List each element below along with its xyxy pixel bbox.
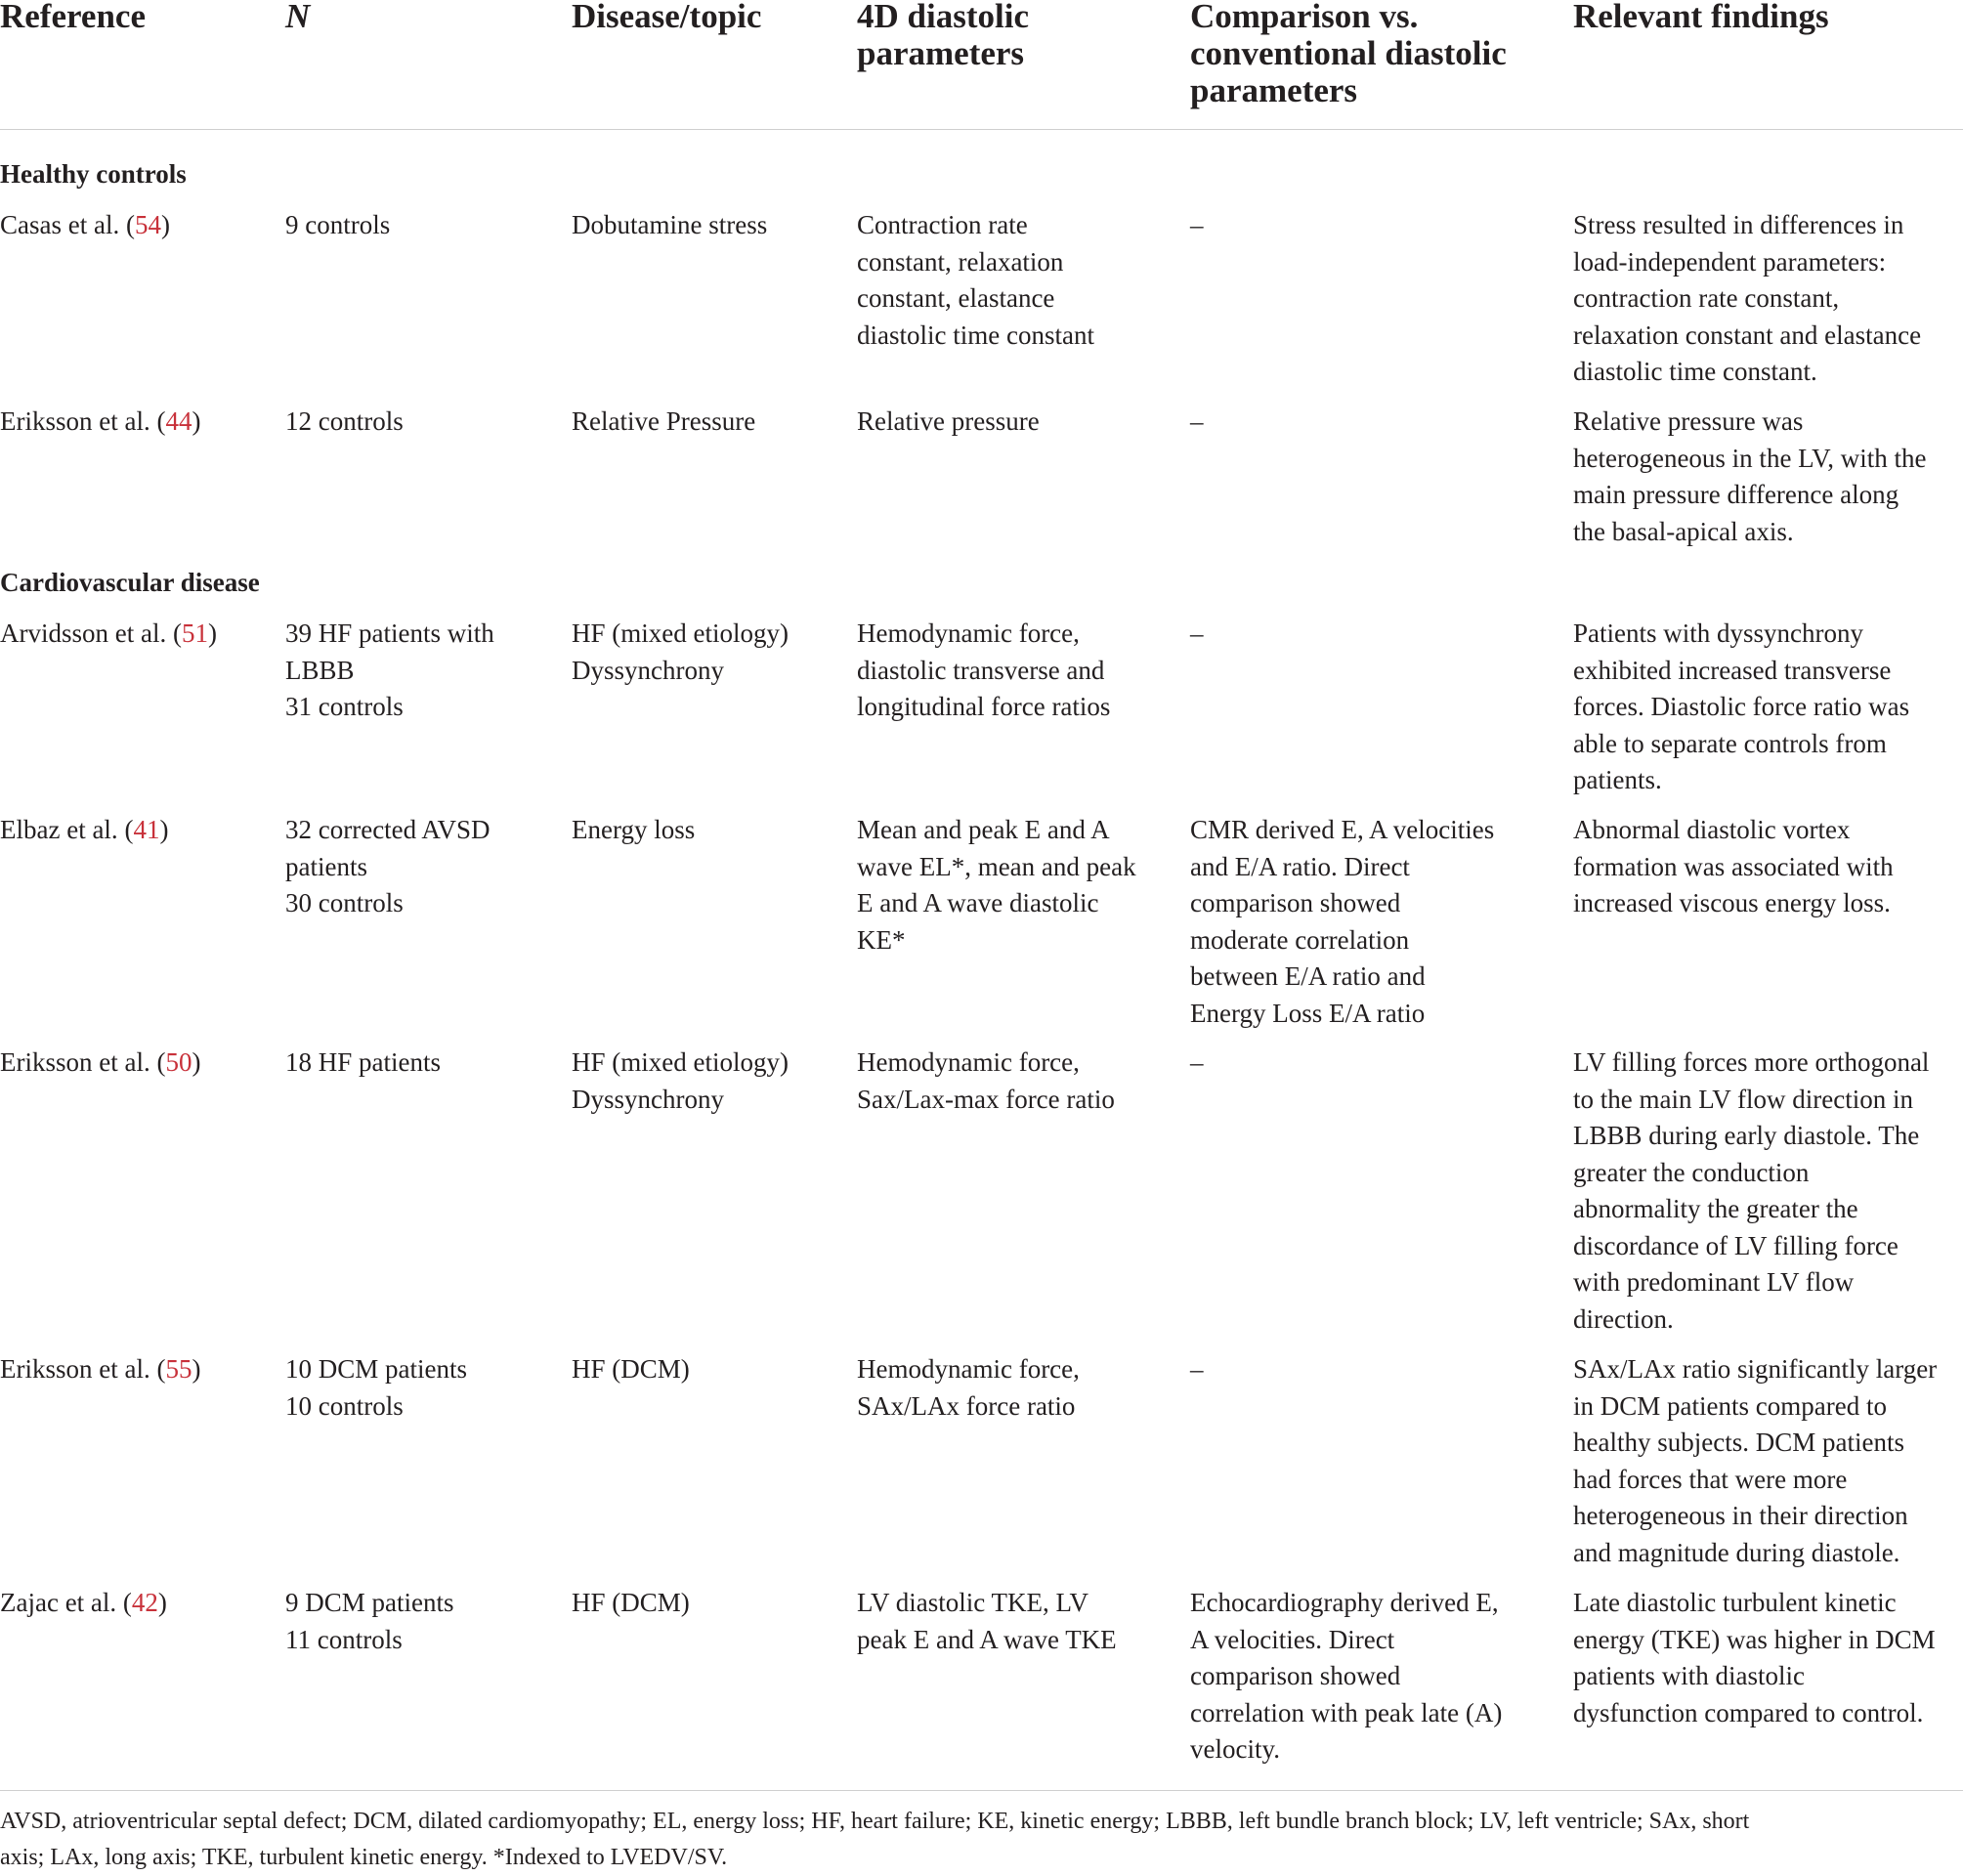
reference-cell (0, 812, 168, 849)
comparison-cell (1190, 1045, 1204, 1082)
cell-line: HF (DCM) (572, 1588, 690, 1617)
reference-author: Elbaz et al. (0, 815, 118, 844)
citation-link[interactable]: 44 (165, 406, 192, 436)
cell-line: Hemodynamic force, (857, 1047, 1080, 1077)
cell-line: 10 DCM patients (285, 1354, 467, 1384)
cell-line: – (1190, 406, 1204, 436)
cell-line: increased viscous energy loss. (1573, 888, 1891, 917)
comparison-cell (1190, 1351, 1204, 1388)
header-line: parameters (857, 34, 1025, 72)
parameters-cell (857, 207, 1094, 354)
cell-line: healthy subjects. DCM patients (1573, 1428, 1904, 1457)
cell-line: constant, relaxation (857, 246, 1064, 277)
reference-text: Arvidsson et al. (51) (0, 618, 217, 648)
n-cell (285, 207, 390, 244)
reference-cell (0, 404, 200, 441)
cell-line: CMR derived E, A velocities (1190, 815, 1495, 844)
findings-cell (1573, 207, 1921, 391)
cell-line: patients with diastolic (1573, 1661, 1805, 1690)
cell-line: between E/A ratio and (1190, 961, 1426, 991)
cell-line: Energy loss (572, 815, 696, 844)
cell-line: HF (DCM) (572, 1354, 690, 1384)
cell-line: load-independent parameters: (1573, 246, 1887, 277)
n-cell (285, 812, 490, 922)
cell-line: patients. (1573, 765, 1662, 794)
comparison-cell (1190, 616, 1204, 653)
cell-line: Patients with dyssynchrony (1573, 618, 1863, 648)
citation-link[interactable]: 55 (165, 1354, 192, 1384)
n-cell (285, 404, 404, 441)
cell-line: diastolic time constant. (1573, 357, 1817, 386)
disease-topic-cell (572, 1585, 690, 1622)
reference-text: Zajac et al. (42) (0, 1588, 167, 1617)
cell-line: Energy Loss E/A ratio (1190, 998, 1426, 1028)
cell-line: HF (mixed etiology) (572, 618, 789, 648)
cell-line: – (1190, 1047, 1204, 1077)
reference-text: Casas et al. (54) (0, 210, 170, 239)
reference-author: Eriksson et al. (0, 1047, 150, 1077)
cell-line: correlation with peak late (A) (1190, 1697, 1503, 1727)
reference-cell (0, 207, 170, 244)
header-line: conventional diastolic (1190, 34, 1507, 72)
header-relevant-findings: Relevant findings (1573, 0, 1829, 35)
cell-line: 31 controls (285, 692, 404, 721)
reference-text: Eriksson et al. (50) (0, 1047, 201, 1077)
cell-line: velocity. (1190, 1734, 1280, 1764)
comparison-cell (1190, 404, 1204, 441)
cell-line: Hemodynamic force, (857, 1354, 1080, 1384)
header-n: N (285, 0, 311, 35)
section-healthy-controls: Healthy controls (0, 159, 187, 189)
citation-link[interactable]: 41 (133, 815, 160, 844)
cell-line: main pressure difference along (1573, 480, 1899, 509)
header-line: parameters (1190, 71, 1358, 109)
cell-line: – (1190, 210, 1204, 239)
disease-topic-cell (572, 207, 767, 244)
cell-line: SAx/LAx ratio significantly larger (1573, 1354, 1938, 1384)
findings-cell (1573, 1585, 1936, 1731)
cell-line: and magnitude during diastole. (1573, 1537, 1900, 1567)
footer-divider (0, 1790, 1963, 1791)
comparison-cell (1190, 1585, 1502, 1769)
cell-line: 39 HF patients with (285, 618, 494, 648)
cell-line: Relative Pressure (572, 406, 756, 436)
cell-line: 10 controls (285, 1390, 404, 1421)
parameters-cell (857, 812, 1136, 959)
parameters-cell (857, 1045, 1115, 1118)
cell-line: heterogeneous in their direction (1573, 1501, 1908, 1530)
disease-topic-cell (572, 1045, 789, 1118)
cell-line: diastolic transverse and (857, 655, 1105, 685)
cell-line: A velocities. Direct (1190, 1624, 1395, 1654)
cell-line: the basal-apical axis. (1573, 516, 1794, 546)
citation-link[interactable]: 50 (165, 1047, 192, 1077)
reference-cell (0, 616, 217, 653)
reference-cell (0, 1045, 200, 1082)
cell-line: direction. (1573, 1303, 1674, 1334)
cell-line: forces. Diastolic force ratio was (1573, 692, 1910, 721)
citation-link[interactable]: 42 (131, 1588, 158, 1617)
header-comparison (1190, 0, 1507, 109)
cell-line: comparison showed (1190, 1661, 1401, 1690)
cell-line: Hemodynamic force, (857, 618, 1080, 648)
cell-line: with predominant LV flow (1573, 1267, 1855, 1297)
cell-line: KE* (857, 924, 906, 955)
n-cell (285, 616, 494, 726)
cell-line: Echocardiography derived E, (1190, 1588, 1499, 1617)
cell-line: relaxation constant and elastance (1573, 320, 1922, 350)
cell-line: LV diastolic TKE, LV (857, 1588, 1089, 1617)
findings-cell (1573, 616, 1909, 799)
cell-line: heterogeneous in the LV, with the (1573, 443, 1927, 473)
cell-line: Relative pressure was (1573, 406, 1804, 436)
cell-line: wave EL*, mean and peak (857, 851, 1136, 881)
cell-line: LV filling forces more orthogonal (1573, 1047, 1930, 1077)
citation-link[interactable]: 51 (181, 618, 208, 648)
cell-line: Late diastolic turbulent kinetic (1573, 1588, 1897, 1617)
cell-line: Dyssynchrony (572, 1084, 724, 1114)
header-divider (0, 129, 1963, 130)
cell-line: LBBB during early diastole. The (1573, 1121, 1920, 1150)
n-cell (285, 1045, 441, 1082)
footnote-line: axis; LAx, long axis; TKE, turbulent kinetic energy. *Indexed to LVEDV/SV. (0, 1845, 728, 1870)
disease-topic-cell (572, 404, 755, 441)
cell-line: Dyssynchrony (572, 655, 724, 685)
disease-topic-cell (572, 1351, 690, 1388)
parameters-cell (857, 404, 1040, 441)
reference-text: Eriksson et al. (55) (0, 1354, 201, 1384)
cell-line: Relative pressure (857, 406, 1040, 436)
cell-line: 32 corrected AVSD (285, 815, 491, 844)
cell-line: – (1190, 618, 1204, 648)
comparison-cell (1190, 207, 1204, 244)
reference-text: Eriksson et al. (44) (0, 406, 201, 436)
cell-line: constant, elastance (857, 283, 1055, 313)
cell-line: in DCM patients compared to (1573, 1390, 1887, 1421)
cell-line: patients (285, 851, 367, 881)
comparison-cell (1190, 812, 1494, 1032)
cell-line: E and A wave diastolic (857, 888, 1099, 917)
n-cell (285, 1585, 454, 1658)
header-disease-topic: Disease/topic (572, 0, 762, 35)
citation-link[interactable]: 54 (134, 210, 161, 239)
reference-author: Eriksson et al. (0, 1354, 150, 1384)
cell-line: moderate correlation (1190, 924, 1410, 955)
disease-topic-cell (572, 616, 789, 689)
header-line: 4D diastolic (857, 0, 1029, 35)
cell-line: and E/A ratio. Direct (1190, 851, 1410, 881)
header-4d-parameters (857, 0, 1029, 72)
cell-line: Contraction rate (857, 210, 1028, 239)
cell-line: 9 controls (285, 210, 391, 239)
cell-line: HF (mixed etiology) (572, 1047, 789, 1077)
reference-cell (0, 1585, 167, 1622)
findings-cell (1573, 812, 1894, 922)
cell-line: exhibited increased transverse (1573, 655, 1892, 685)
disease-topic-cell (572, 812, 695, 849)
n-cell (285, 1351, 467, 1425)
cell-line: discordance of LV filling force (1573, 1230, 1899, 1260)
cell-line: to the main LV flow direction in (1573, 1084, 1913, 1114)
cell-line: greater the conduction (1573, 1157, 1810, 1187)
section-cardiovascular-disease: Cardiovascular disease (0, 568, 260, 597)
cell-line: dysfunction compared to control. (1573, 1697, 1924, 1727)
reference-cell (0, 1351, 200, 1388)
cell-line: Mean and peak E and A (857, 815, 1110, 844)
cell-line: contraction rate constant, (1573, 283, 1840, 313)
cell-line: 30 controls (285, 888, 404, 917)
cell-line: Stress resulted in differences in (1573, 210, 1904, 239)
reference-author: Arvidsson et al. (0, 618, 167, 648)
reference-author: Eriksson et al. (0, 406, 150, 436)
findings-cell (1573, 1351, 1937, 1571)
cell-line: energy (TKE) was higher in DCM (1573, 1624, 1936, 1654)
cell-line: comparison showed (1190, 888, 1401, 917)
footnote-line: AVSD, atrioventricular septal defect; DCM, dilated cardiomyopathy; EL, energy loss; HF, heart failure; KE, kinetic energy; LBBB, left bundle branch block; LV, left ventricle; SAx, short (0, 1809, 1750, 1834)
footnote (0, 1804, 1749, 1876)
reference-author: Zajac et al. (0, 1588, 117, 1617)
cell-line: longitudinal force ratios (857, 692, 1111, 721)
header-line: Comparison vs. (1190, 0, 1419, 35)
cell-line: SAx/LAx force ratio (857, 1390, 1076, 1421)
reference-author: Casas et al. (0, 210, 120, 239)
cell-line: able to separate controls from (1573, 728, 1887, 758)
cell-line: had forces that were more (1573, 1464, 1848, 1494)
parameters-cell (857, 1351, 1080, 1425)
cell-line: LBBB (285, 655, 355, 685)
findings-cell (1573, 1045, 1929, 1338)
reference-text: Elbaz et al. (41) (0, 815, 169, 844)
parameters-cell (857, 1585, 1117, 1658)
parameters-cell (857, 616, 1110, 726)
cell-line: diastolic time constant (857, 320, 1094, 350)
cell-line: abnormality the greater the (1573, 1194, 1858, 1223)
cell-line: – (1190, 1354, 1204, 1384)
header-reference: Reference (0, 0, 146, 35)
cell-line: 11 controls (285, 1624, 403, 1654)
cell-line: Dobutamine stress (572, 210, 768, 239)
cell-line: peak E and A wave TKE (857, 1624, 1117, 1654)
cell-line: Sax/Lax-max force ratio (857, 1084, 1115, 1114)
cell-line: 9 DCM patients (285, 1588, 454, 1617)
cell-line: formation was associated with (1573, 851, 1894, 881)
cell-line: 12 controls (285, 406, 404, 436)
cell-line: 18 HF patients (285, 1047, 441, 1077)
findings-cell (1573, 404, 1926, 550)
cell-line: Abnormal diastolic vortex (1573, 815, 1851, 844)
